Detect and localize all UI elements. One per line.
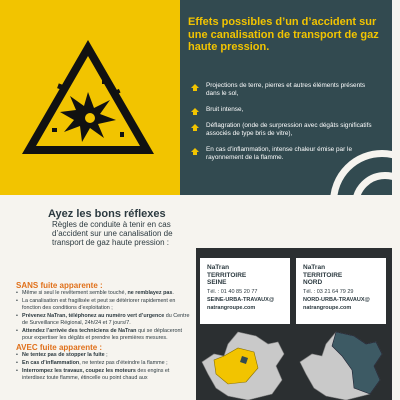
reflexes-intro: Règles de conduite à tenir en cas d’accident sur une canalisation de transport de gaz haute pression : (52, 220, 173, 247)
france-map-nord-icon (296, 330, 388, 400)
effects-title: Effets possibles d’un d’accident sur une canalisation de transport de gaz haute pression. (188, 16, 379, 53)
contact-email[interactable]: NORD-URBA-TRAVAUX@ (303, 297, 370, 303)
blast-icon (190, 122, 200, 132)
contact-phone[interactable]: Tél. : 01 40 85 20 77 (207, 289, 258, 295)
contact-phone[interactable]: Tél. : 03 21 64 79 29 (303, 289, 354, 295)
sans-fuite-heading: SANS fuite apparente : (16, 281, 103, 290)
effect-text: En cas d’inflammation, intense chaleur émise par le rayonnement de la flamme. (206, 146, 352, 161)
instruction-item: • Ne tentez pas de stopper la fuite ; (16, 352, 191, 359)
effects-panel (180, 0, 392, 195)
contact-card-seine (200, 258, 290, 324)
instruction-item: • Interrompez les travaux, coupez les moteurs des engins et interdisez toute flamme, étincelle ou point chaud aux (16, 368, 191, 381)
contact-website[interactable]: natrangroupe.com (303, 305, 352, 311)
france-map-seine-icon (198, 330, 290, 400)
instruction-item: • La canalisation est fragilisée et peut se détériorer rapidement en fonction des conditions d’exploitation ; (16, 298, 191, 311)
effect-text: Déflagration (onde de surpression avec dégâts significatifs associés de type bris de vitre), (206, 122, 372, 137)
sans-fuite-list (16, 290, 191, 341)
effect-text: Projections de terre, pierres et autres éléments présents dans le sol, (206, 82, 366, 97)
effect-item (190, 106, 380, 114)
noise-icon (190, 106, 200, 116)
avec-fuite-heading: AVEC fuite apparente : (16, 342, 103, 352)
fire-icon (190, 146, 200, 156)
contact-website[interactable]: natrangroupe.com (207, 305, 256, 311)
contact-name: NaTran TERRITOIRE NORD (303, 264, 343, 286)
contact-name: NaTran TERRITOIRE SEINE (207, 264, 247, 286)
effect-text: Bruit intense, (206, 106, 244, 113)
instruction-item: • Attendez l’arrivée des techniciens de NaTran qui se déplaceront pour expertiser les dégâts et prendre les premières mesures. (16, 328, 191, 341)
instruction-item: • Prévenez NaTran, téléphonez au numéro vert d’urgence du Centre de Surveillance Régional, 24h/24 et 7 jours/7. (16, 313, 191, 326)
instructions (16, 280, 191, 383)
instruction-item: • En cas d’inflammation, ne tentez pas d’éteindre la flamme ; (16, 360, 191, 367)
effects-list (190, 82, 380, 170)
hazard-panel (0, 0, 180, 195)
effect-item (190, 82, 380, 98)
instruction-item: • Même si seul le revêtement semble touché, ne remblayez pas. (16, 290, 191, 297)
contact-card-nord (296, 258, 386, 324)
avec-fuite-list (16, 352, 191, 382)
reflexes-title: Ayez les bons réflexes (48, 208, 166, 220)
contacts-panel (196, 248, 392, 400)
explosion-warning-icon (18, 36, 158, 160)
contact-email[interactable]: SEINE-URBA-TRAVAUX@ (207, 297, 275, 303)
effect-item (190, 122, 380, 138)
projection-icon (190, 82, 200, 92)
